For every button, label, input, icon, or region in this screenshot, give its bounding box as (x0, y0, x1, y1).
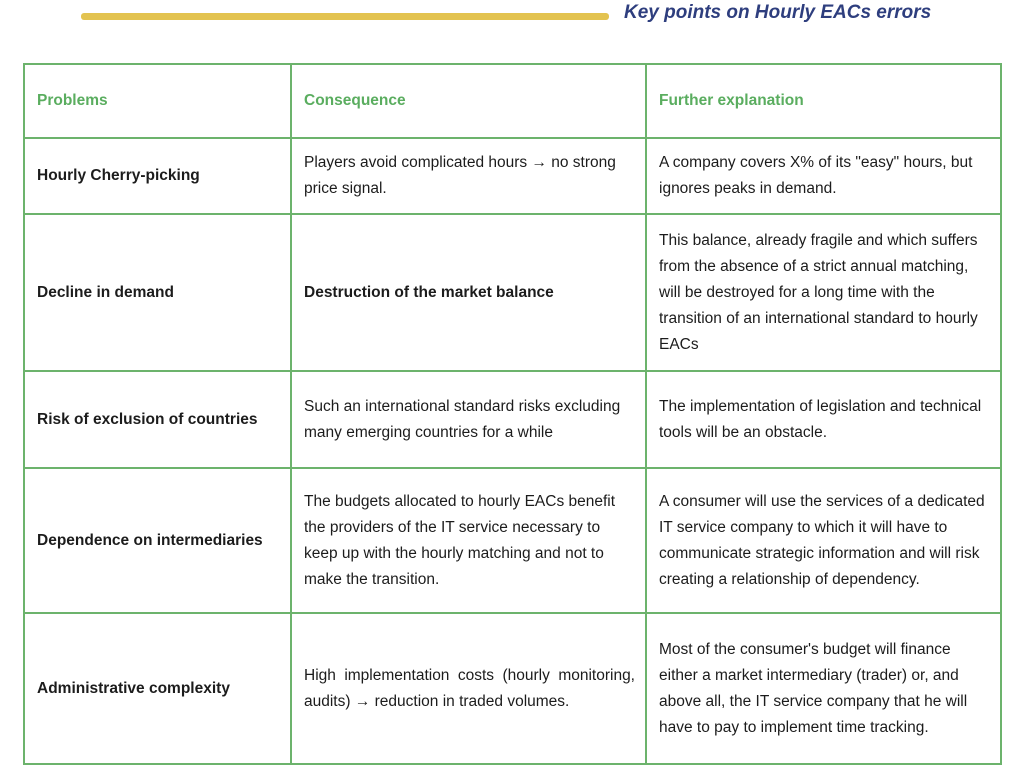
eac-errors-table (23, 63, 1002, 765)
cell-consequence: High implementation costs (hourly monitoring, audits) → reduction in traded volumes. (291, 613, 646, 764)
accent-bar (81, 13, 609, 20)
cell-explanation: Most of the consumer's budget will finance either a market intermediary (trader) or, and above all, the IT service company that he will have to pay to implement time tracking. (646, 613, 1001, 764)
cell-problem: Hourly Cherry-picking (24, 138, 291, 214)
table-row (24, 468, 1001, 613)
column-header-problems: Problems (24, 64, 291, 138)
cell-explanation: A consumer will use the services of a dedicated IT service company to which it will have to communicate strategic information and will risk creating a relationship of dependency. (646, 468, 1001, 613)
cell-explanation: The implementation of legislation and technical tools will be an obstacle. (646, 371, 1001, 468)
cell-problem: Administrative complexity (24, 613, 291, 764)
cell-consequence: Players avoid complicated hours → no strong price signal. (291, 138, 646, 214)
cell-problem: Dependence on intermediaries (24, 468, 291, 613)
cell-problem: Risk of exclusion of countries (24, 371, 291, 468)
table-header-row (24, 64, 1001, 138)
cell-consequence: Destruction of the market balance (291, 214, 646, 371)
cell-problem: Decline in demand (24, 214, 291, 371)
table-row (24, 214, 1001, 371)
column-header-further-explanation: Further explanation (646, 64, 1001, 138)
table-row (24, 371, 1001, 468)
table-row (24, 613, 1001, 764)
page-title: Key points on Hourly EACs errors (624, 2, 932, 23)
cell-consequence: The budgets allocated to hourly EACs benefit the providers of the IT service necessary to keep up with the hourly matching and not to make the transition. (291, 468, 646, 613)
cell-consequence: Such an international standard risks excluding many emerging countries for a while (291, 371, 646, 468)
cell-explanation: This balance, already fragile and which suffers from the absence of a strict annual matching, will be destroyed for a long time with the transition of an international standard to hourly EACs (646, 214, 1001, 371)
table-row (24, 138, 1001, 214)
column-header-consequence: Consequence (291, 64, 646, 138)
cell-explanation: A company covers X% of its "easy" hours, but ignores peaks in demand. (646, 138, 1001, 214)
